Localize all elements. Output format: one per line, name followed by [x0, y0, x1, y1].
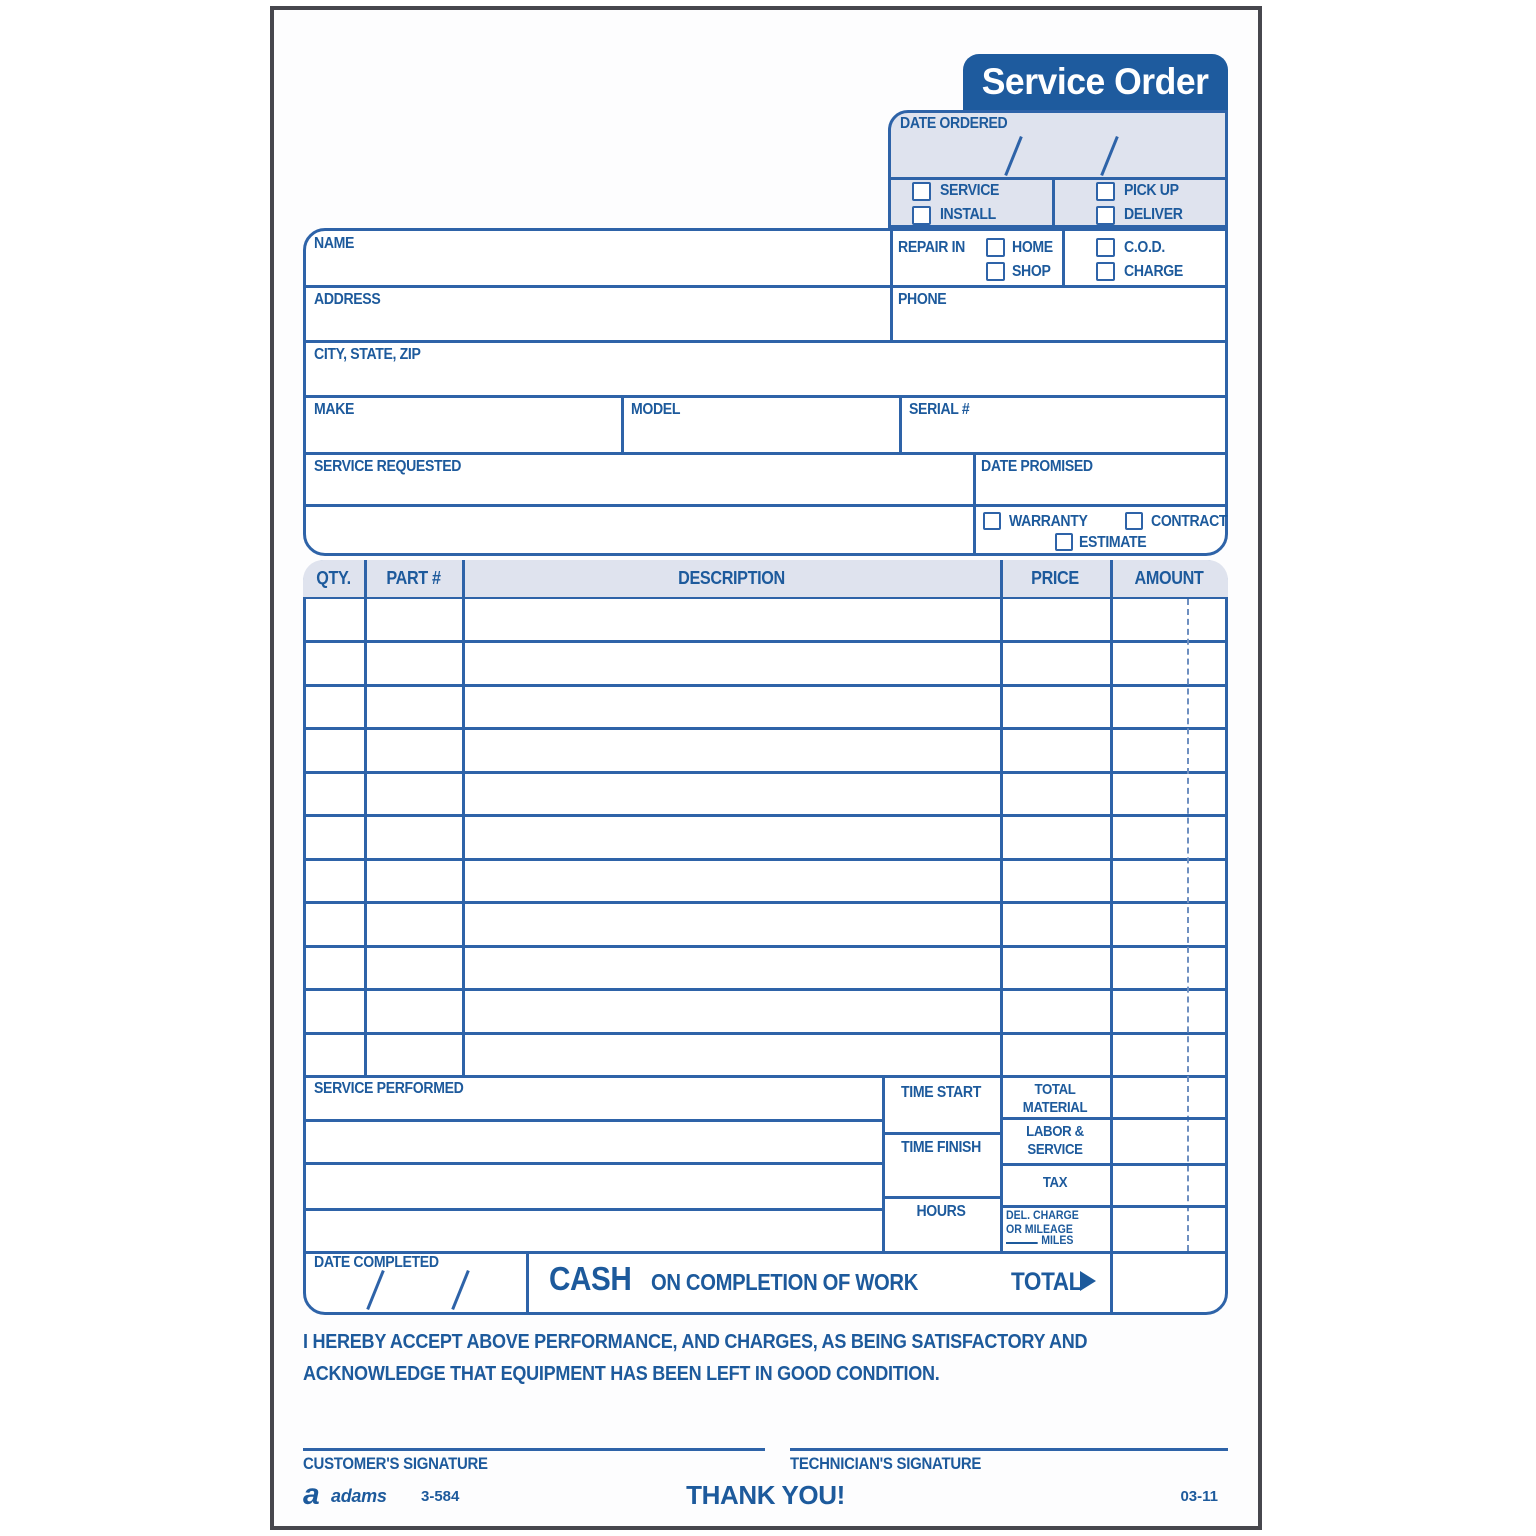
home-checkbox-label: HOME [1012, 239, 1053, 256]
pickup-checkbox[interactable] [1096, 182, 1115, 201]
items-table-header [303, 560, 1228, 599]
charge-checkbox-label: CHARGE [1124, 263, 1183, 280]
total-amount-input-area[interactable] [1110, 1251, 1228, 1315]
hours-input-area[interactable] [882, 1222, 1000, 1251]
warranty-checkbox[interactable] [983, 512, 1001, 530]
miles-write-line[interactable] [1006, 1242, 1038, 1244]
service-order-form-page [270, 6, 1262, 1530]
adams-brand-name: adams [331, 1486, 387, 1506]
cash-rest-words: ON COMPLETION OF WORK [650, 1269, 918, 1295]
table-row-line [303, 945, 1228, 948]
cash-word: CASH [549, 1260, 632, 1297]
address-input-area[interactable] [303, 306, 888, 338]
column-line [1000, 560, 1003, 1251]
form-number: 3-584 [421, 1488, 460, 1505]
customer-signature-line[interactable] [303, 1448, 765, 1451]
grid-line [882, 1196, 1000, 1199]
grid-line [303, 340, 1228, 343]
writing-line [303, 1119, 882, 1122]
delivery-charge-label: DEL. CHARGE OR MILEAGE [1006, 1208, 1079, 1236]
technician-signature-label: TECHNICIAN'S SIGNATURE [790, 1454, 982, 1473]
grid-line [888, 177, 1228, 180]
table-row-line [303, 1032, 1228, 1035]
service-requested-input-area[interactable] [303, 473, 971, 554]
total-arrow-icon [1080, 1271, 1096, 1291]
labor-service-amount-area[interactable] [1110, 1117, 1228, 1163]
deliver-checkbox-label: DELIVER [1124, 206, 1183, 223]
total-material-amount-area[interactable] [1110, 1075, 1228, 1117]
make-input-area[interactable] [303, 416, 621, 450]
serial-input-area[interactable] [899, 416, 1228, 450]
serial-label: SERIAL # [909, 401, 970, 418]
city-state-zip-input-area[interactable] [303, 361, 1228, 393]
make-label: MAKE [314, 401, 355, 418]
delivery-charge-amount-area[interactable] [1110, 1205, 1228, 1251]
column-line [462, 560, 465, 1075]
service-requested-label: SERVICE REQUESTED [314, 458, 462, 475]
address-label: ADDRESS [314, 291, 381, 308]
cod-checkbox-label: C.O.D. [1124, 239, 1165, 256]
install-checkbox-label: INSTALL [940, 206, 996, 223]
home-checkbox[interactable] [986, 238, 1005, 257]
acceptance-statement: I HEREBY ACCEPT ABOVE PERFORMANCE, AND CHARGES, AS BEING SATISFACTORY AND ACKNOWLEDGE THAT EQUIPMENT HAS BEEN LEFT IN GOOD CONDITION. [303, 1330, 1088, 1385]
pickup-checkbox-label: PICK UP [1124, 182, 1179, 199]
contract-checkbox-label: CONTRACT [1151, 513, 1228, 530]
service-checkbox[interactable] [912, 182, 931, 201]
estimate-checkbox-label: ESTIMATE [1079, 534, 1147, 551]
table-section-line [303, 1251, 1228, 1254]
tax-amount-area[interactable] [1110, 1163, 1228, 1205]
date-promised-label: DATE PROMISED [981, 458, 1093, 475]
items-grid-input-area[interactable] [303, 599, 1228, 1075]
miles-label: MILES [1006, 1234, 1073, 1247]
grid-line [303, 285, 1228, 288]
date-ordered-input-area[interactable] [888, 110, 1228, 177]
date-ordered-label: DATE ORDERED [900, 115, 1008, 132]
model-input-area[interactable] [621, 416, 899, 450]
grid-line [303, 395, 1228, 398]
phone-input-area[interactable] [890, 306, 1228, 338]
shop-checkbox-label: SHOP [1012, 263, 1051, 280]
model-label: MODEL [631, 401, 681, 418]
table-row-line [303, 640, 1228, 643]
labor-service-label: LABOR & SERVICE [1026, 1123, 1084, 1158]
table-row-line [303, 988, 1228, 991]
grid-line [303, 452, 1228, 455]
charge-checkbox[interactable] [1096, 262, 1115, 281]
grid-line [1052, 177, 1055, 228]
grid-line [526, 1251, 529, 1315]
name-input-area[interactable] [303, 250, 888, 284]
phone-label: PHONE [898, 291, 947, 308]
date-completed-input-area[interactable] [303, 1269, 526, 1315]
service-performed-input-area[interactable] [303, 1099, 882, 1251]
part-column-header: PART # [386, 568, 441, 588]
brand-footer [303, 1476, 1228, 1516]
time-finish-input-area[interactable] [882, 1158, 1000, 1196]
grid-line [973, 452, 976, 556]
contract-checkbox[interactable] [1125, 512, 1143, 530]
time-start-label: TIME START [901, 1084, 981, 1101]
hours-label: HOURS [916, 1203, 966, 1220]
column-line [364, 560, 367, 1075]
description-column-header: DESCRIPTION [678, 568, 785, 588]
customer-signature-label: CUSTOMER'S SIGNATURE [303, 1454, 488, 1473]
repair-in-label: REPAIR IN [898, 239, 965, 256]
cash-on-completion-note [549, 1260, 954, 1298]
name-label: NAME [314, 235, 355, 252]
service-performed-label: SERVICE PERFORMED [314, 1080, 464, 1097]
install-checkbox[interactable] [912, 206, 931, 225]
warranty-checkbox-label: WARRANTY [1009, 513, 1088, 530]
grid-line [882, 1132, 1000, 1135]
table-row-line [303, 901, 1228, 904]
service-checkbox-label: SERVICE [940, 182, 1000, 199]
table-row-line [303, 858, 1228, 861]
form-layout [274, 10, 1258, 1526]
writing-line [303, 1162, 882, 1165]
time-start-input-area[interactable] [882, 1103, 1000, 1132]
table-row-line [303, 771, 1228, 774]
date-completed-label: DATE COMPLETED [314, 1254, 439, 1271]
tax-label: TAX [1042, 1174, 1068, 1191]
qty-column-header: QTY. [316, 568, 351, 588]
table-row-line [303, 727, 1228, 730]
amount-column-header: AMOUNT [1134, 568, 1204, 588]
table-section-line [303, 1075, 1228, 1078]
city-state-zip-label: CITY, STATE, ZIP [314, 346, 421, 363]
grid-line [1062, 228, 1065, 285]
cod-checkbox[interactable] [1096, 238, 1115, 257]
total-material-label: TOTAL MATERIAL [1022, 1081, 1088, 1116]
estimate-checkbox[interactable] [1055, 533, 1073, 551]
page-title: Service Order [982, 61, 1209, 102]
writing-line [303, 1208, 882, 1211]
total-label: TOTAL [1010, 1268, 1083, 1296]
adams-logo-icon: a [303, 1478, 320, 1511]
thank-you-text: THANK YOU! [686, 1480, 845, 1510]
form-title-banner [963, 54, 1228, 110]
table-row-line [303, 684, 1228, 687]
table-row-line [303, 814, 1228, 817]
date-promised-input-area[interactable] [973, 473, 1228, 502]
technician-signature-line[interactable] [790, 1448, 1228, 1451]
time-finish-label: TIME FINISH [901, 1139, 981, 1156]
revision-date-code: 03-11 [1180, 1488, 1218, 1505]
price-column-header: PRICE [1031, 568, 1079, 588]
shop-checkbox[interactable] [986, 262, 1005, 281]
deliver-checkbox[interactable] [1096, 206, 1115, 225]
